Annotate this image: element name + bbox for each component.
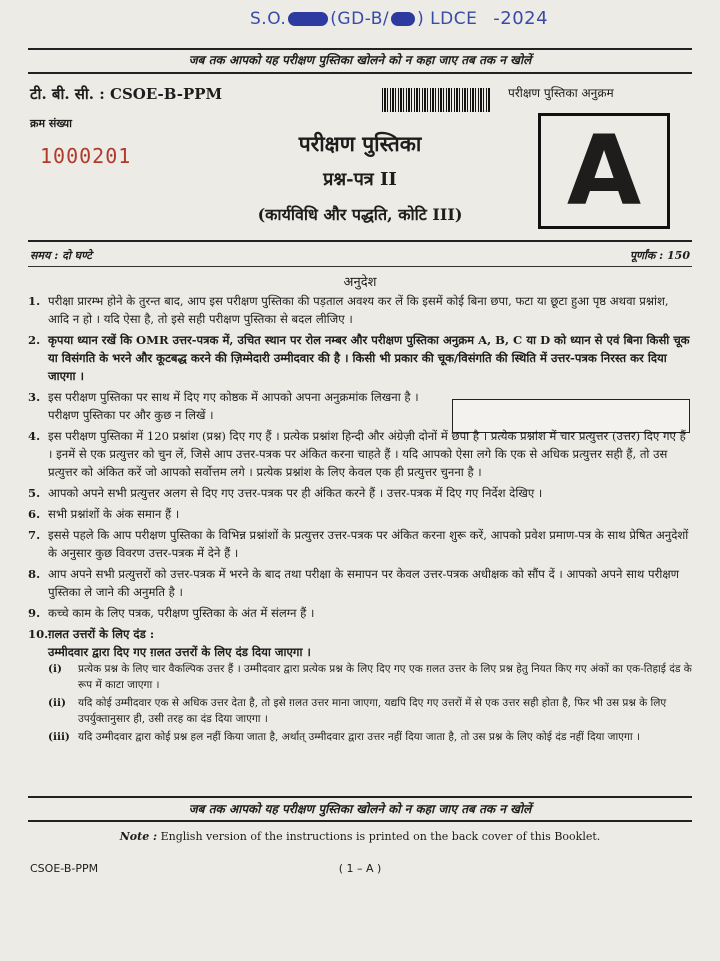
instruction-item: 6. सभी प्रश्नांशों के अंक समान हैं । [28, 507, 180, 521]
english-note [28, 830, 692, 843]
handwritten-suffix: ) LDCE [417, 9, 478, 29]
top-warning-banner: जब तक आपको यह परीक्षण पुस्तिका खोलने को न कहा जाए तब तक न खोलें [188, 53, 532, 67]
redaction-scribble [391, 12, 415, 26]
penalty-subitem: (i) प्रत्येक प्रश्न के लिए चार वैकल्पिक उत्तर हैं । उम्मीदवार द्वारा प्रत्येक प्रश्न के लिए दिए गए एक ग़लत उत्तर के लिए प्रश्न हेतु नियत किए गए अंकों का एक-तिहाई दंड के रूप में काटा जाएगा । [48, 663, 692, 691]
instruction-item: 7. इससे पहले कि आप परीक्षण पुस्तिका के विभिन्न प्रश्नांशों के प्रत्युत्तर उत्तर-पत्रक पर अंकित करना शुरू करें, आपको प्रवेश प्रमाण-पत्र के साथ प्रेषित अनुदेशों के अनुसार कुछ विवरण उत्तर-पत्रक में देने हैं । [28, 528, 689, 560]
tbc-code: टी. बी. सी. : CSOE-B-PPM [30, 85, 223, 103]
header-rule [28, 240, 692, 242]
instruction-item: 3. इस परीक्षण पुस्तिका पर साथ में दिए गए कोष्ठक में आपको अपना अनुक्रमांक लिखना है । परीक्षण पुस्तिका पर और कुछ न लिखें । [28, 390, 419, 422]
bottom-warning-banner: जब तक आपको यह परीक्षण पुस्तिका खोलने को न कहा जाए तब तक न खोलें [188, 802, 532, 816]
top-rule [28, 48, 692, 50]
top-rule-2 [28, 72, 692, 74]
note-label: Note : [119, 830, 158, 843]
serial-number: 1000201 [40, 144, 132, 168]
paper-title: प्रश्न-पत्र II [323, 169, 397, 190]
instructions-heading: अनुदेश [343, 275, 377, 290]
penalty-subitem: (iii) यदि उम्मीदवार द्वारा कोई प्रश्न हल नहीं किया जाता है, अर्थात् उम्मीदवार द्वारा उत्तर नहीं दिया जाता है, तो उस प्रश्न के लिए कोई दंड नहीं दिया जाएगा । [48, 731, 640, 743]
handwritten-prefix: S.O. [250, 9, 287, 29]
penalty-item: 10. ग़लत उत्तरों के लिए दंड : उम्मीदवार द्वारा दिए गए ग़लत उत्तरों के लिए दंड दिया जाएगा । (i) प्रत्येक प्रश्न के लिए चार वैकल्पिक उत्तर हैं । उम्मीदवार द्वारा प्रत्येक प्रश्न के लिए दिए गए एक ग़लत उत्तर के लिए प्रश्न हेतु नियत किए गए अंकों का एक-तिहाई दंड के रूप में काटा जाएगा । (ii) यदि कोई उम्मीदवार एक से अधिक उत्तर देता है, तो इसे ग़लत उत्तर माना जाएगा, यद्यपि दिए गए उत्तरों में से एक उत्तर सही होता है, फिर भी उस प्रश्न के लिए उपर्युक्तानुसार ही, उसी तरह का दंड दिया जाएगा । (iii) यदि उम्मीदवार द्वारा कोई प्रश्न हल नहीं किया जाता है, अर्थात् उम्मीदवार द्वारा उत्तर नहीं दिया जाता है, तो उस प्रश्न के लिए कोई दंड नहीं दिया जाएगा । [28, 627, 692, 743]
series-letter-box: A [538, 113, 670, 229]
instruction-item: 8. आप अपने सभी प्रत्युत्तरों को उत्तर-पत्रक में भरने के बाद तथा परीक्षा के समापन पर केवल उत्तर-पत्रक अधीक्षक को सौंप दें । आपको अपने साथ परीक्षण पुस्तिका ले जाने की अनुमति है । [28, 567, 680, 599]
handwritten-mid: (GD-B/ [330, 9, 390, 29]
page-number: ( 1 – A ) [338, 862, 382, 875]
handwritten-header [250, 8, 548, 29]
bottom-rule [28, 796, 692, 798]
serial-label: क्रम संख्या [30, 117, 72, 130]
instruction-item: 5. आपको अपने सभी प्रत्युत्तर अलग से दिए गए उत्तर-पत्रक पर ही अंकित करने हैं । उत्तर-पत्रक में दिए गए निर्देश देखिए । [28, 486, 543, 500]
instruction-item: 9. कच्चे काम के लिए पत्रक, परीक्षण पुस्तिका के अंत में संलग्न हैं । [28, 606, 315, 620]
penalty-subheading: उम्मीदवार द्वारा दिए गए ग़लत उत्तरों के लिए दंड दिया जाएगा । [48, 645, 311, 659]
max-marks: पूर्णांक : 150 [629, 249, 690, 262]
subject-title: (कार्यविधि और पद्धति, कोटि III) [257, 205, 463, 224]
instruction-item: 4. इस परीक्षण पुस्तिका में 120 प्रश्नांश (प्रश्न) दिए गए हैं । प्रत्येक प्रश्नांश हिन्दी और अंग्रेज़ी दोनों में छपा है । प्रत्येक प्रश्नांश में चार प्रत्युत्तर (उत्तर) दिए गए हैं । इनमें से एक प्रत्युत्तर को चुन लें, जिसे आप उत्तर-पत्रक पर अंकित करना चाहते हैं । यदि आपको ऐसा लगे कि एक से अधिक प्रत्युत्तर सही हैं, तो उस प्रत्युत्तर को अंकित करें जो आपको सर्वोत्तम लगे । प्रत्येक प्रश्नांश के लिए केवल एक ही प्रत्युत्तर चुनना है । [28, 429, 686, 479]
time-label: समय : दो घण्टे [30, 249, 92, 262]
bottom-rule-2 [28, 820, 692, 822]
time-rule [28, 266, 692, 267]
note-text: English version of the instructions is printed on the back cover of this Booklet. [160, 830, 601, 843]
booklet-title: परीक्षण पुस्तिका [298, 131, 422, 156]
footer-code: CSOE-B-PPM [30, 862, 99, 875]
handwritten-year: -2024 [493, 8, 549, 29]
sequence-label: परीक्षण पुस्तिका अनुक्रम [508, 86, 614, 100]
penalty-heading: ग़लत उत्तरों के लिए दंड : [48, 627, 155, 641]
redaction-scribble [288, 12, 328, 26]
instruction-item: 2. कृपया ध्यान रखें कि OMR उत्तर-पत्रक में, उचित स्थान पर रोल नम्बर और परीक्षण पुस्तिका अनुक्रम A, B, C या D को ध्यान से एवं बिना किसी चूक या विसंगति के भरने और कूटबद्ध करने की ज़िम्मेदारी उम्मीदवार की है । किसी भी प्रकार की चूक/विसंगति की स्थिति में उत्तर-पत्रक निरस्त कर दिया जाएगा । [28, 333, 690, 383]
instructions-list [28, 292, 692, 748]
penalty-subitem: (ii) यदि कोई उम्मीदवार एक से अधिक उत्तर देता है, तो इसे ग़लत उत्तर माना जाएगा, यद्यपि दिए गए उत्तरों में से एक उत्तर सही होता है, फिर भी उस प्रश्न के लिए उपर्युक्तानुसार ही, उसी तरह का दंड दिया जाएगा । [48, 697, 667, 725]
instruction-item: 1. परीक्षा प्रारम्भ होने के तुरन्त बाद, आप इस परीक्षण पुस्तिका की पड़ताल अवश्य कर लें कि इसमें कोई बिना छपा, फटा या छूटा हुआ पृष्ठ अथवा प्रश्नांश, आदि न हो । यदि ऐसा है, तो इसे सही परीक्षण पुस्तिका से बदल लीजिए । [28, 294, 669, 326]
barcode [382, 88, 490, 112]
